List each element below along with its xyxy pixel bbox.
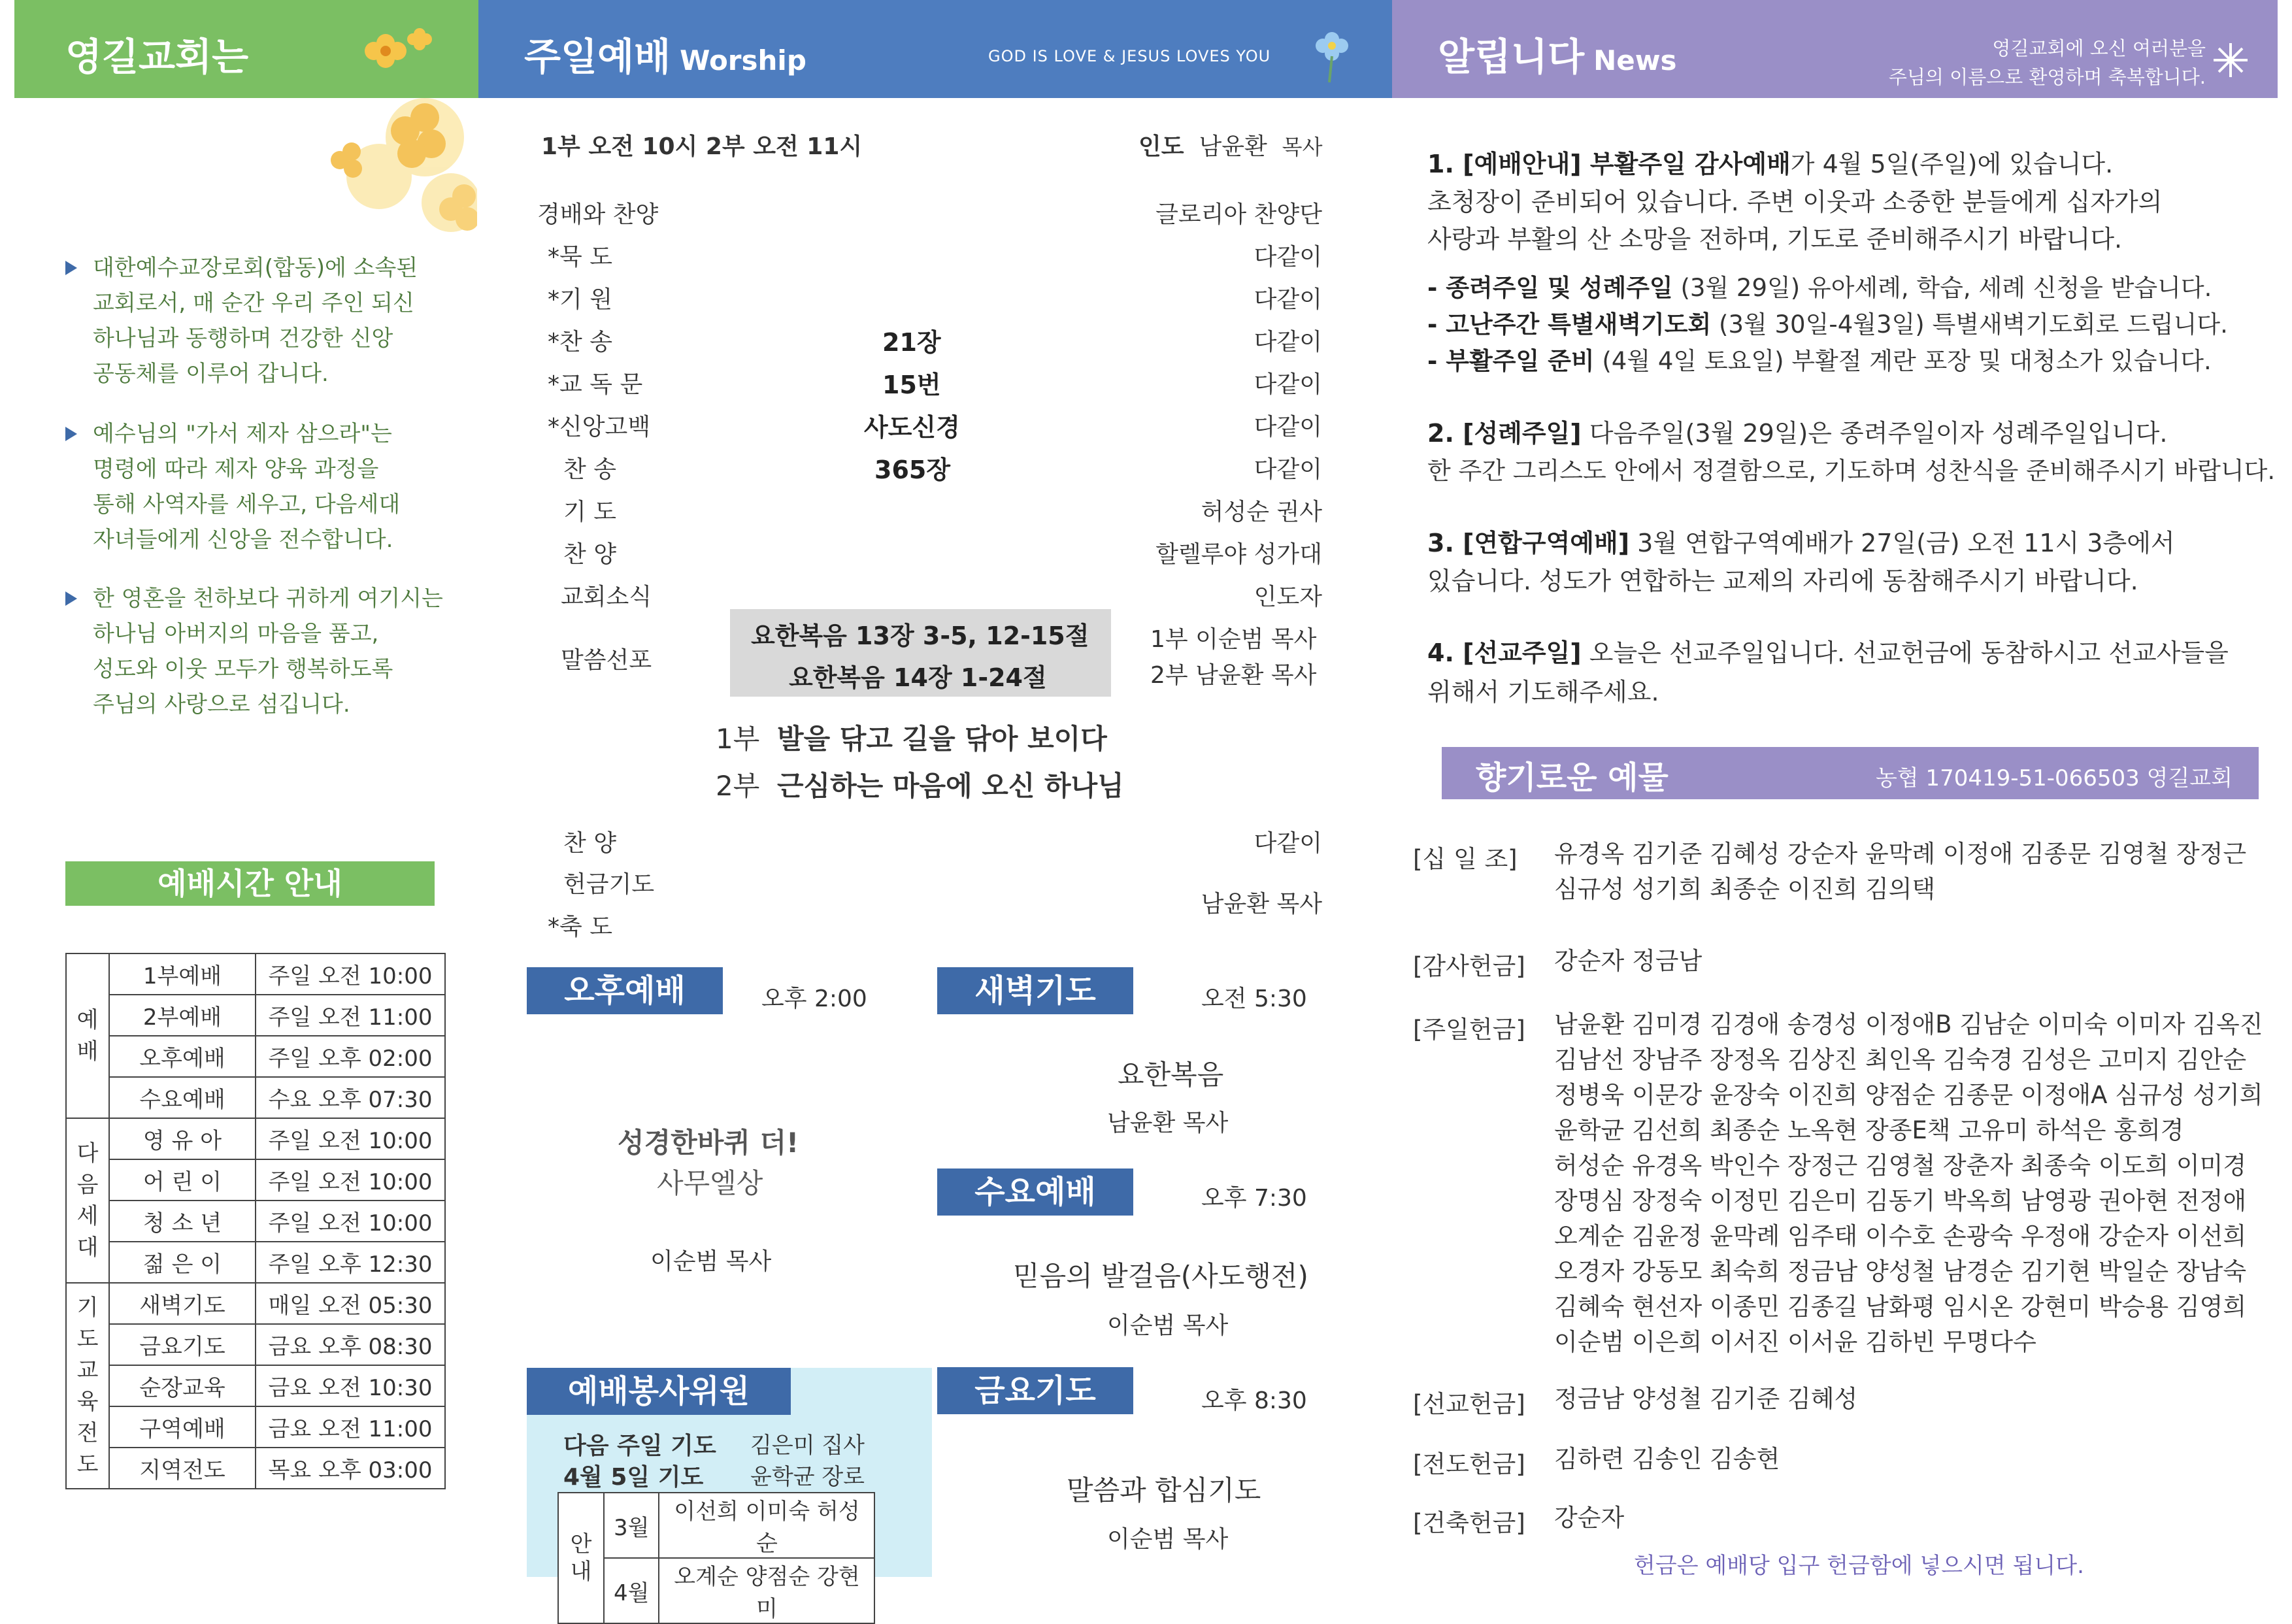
news-item-3-line: 있습니다. 성도가 연합하는 교제의 자리에 동참해주시기 바랍니다.: [1427, 567, 2138, 595]
offering-tag: [건축헌금]: [1413, 1509, 1525, 1537]
order-leader: 할렐루야 성가대: [1155, 541, 1322, 568]
schedule-title: 예배시간 안내: [65, 861, 435, 906]
dawn-text: 요한복음: [1118, 1059, 1224, 1091]
scripture-first: 요한복음 13장 3-5, 12-15절: [751, 621, 1089, 650]
order-detail: 365장: [874, 456, 951, 484]
wednesday-label: 수요예배: [937, 1168, 1133, 1216]
group-label: 다 음 세 대: [66, 1118, 109, 1283]
offering-names: 정금남 양성철 김기준 김혜성: [1554, 1385, 1858, 1413]
group-label: 기 도 교 육 전 도: [66, 1283, 109, 1489]
order-item: *신앙고백: [548, 414, 651, 440]
order-leader: 다같이: [1254, 244, 1322, 271]
next-prayer-label: 다음 주일 기도: [563, 1433, 716, 1459]
order-item: 헌금기도: [563, 871, 655, 898]
offering-names: 유경옥 김기준 김혜성 강순자 윤막례 이정애 김종문 김영철 장정근 심규성 성기희 최종순 이진희 김의택: [1554, 840, 2247, 903]
afternoon-line2: 사무엘상: [657, 1167, 763, 1199]
order-item: *찬 송: [548, 329, 612, 356]
offering-tag: [선교헌금]: [1413, 1390, 1525, 1418]
worship-tagline: GOD IS LOVE & JESUS LOVES YOU: [988, 47, 1271, 65]
intro-header: [14, 0, 478, 98]
offering-names: 남윤환 김미경 김경애 송경성 이정애B 김남순 이미숙 이미자 김옥진 김남선 장남주 장정옥 김상진 최인옥 김숙경 김성은 고미지 김안순 정병욱 이문강 윤장숙 이진희 양점순 김종문 이정애A 심규성 성기희 윤학균 김선희 최종순 노옥현 장종E책 고유미 하석은 홍희경 허성순 유경옥 박인수 장정근 김영철 장춘자 최종숙 이도희 이미경 장명심 장정숙 이정민 김은미 김동기 박옥희 남영광 권아현 전정애 오계순 김윤정 윤막례 임주태 이수호 손광숙 우정애 강순자 이선희 오경자 강동모 최숙희 정금남 양성철 남경순 김기현 박일순 장남숙 김혜숙 현선자 이종민 김종길 남화평 임시온 강현미 박승용 김영희 이순범 이은희 이서진 이서윤 김하빈 무명다수: [1554, 1010, 2263, 1356]
order-leader: 인도자: [1254, 584, 1322, 610]
table-row: 순장교육 금요 오전 10:30: [66, 1365, 445, 1406]
snowflake-icon: [2211, 41, 2250, 80]
news-header: [1392, 0, 2278, 98]
news-sub-item: - 종려주일 및 성례주일 (3월 29일) 유아세례, 학습, 세례 신청을 받습니다.: [1427, 274, 2212, 302]
triangle-bullet-icon: [65, 427, 77, 441]
group-label: 예 배: [66, 953, 109, 1118]
table-row: 예 배 1부예배 주일 오전 10:00: [66, 953, 445, 995]
news-item-2-line: 한 주간 그리스도 안에서 정결함으로, 기도하며 성찬식을 준비해주시기 바랍니다.: [1427, 457, 2276, 485]
offering-tag: [감사헌금]: [1413, 952, 1525, 980]
dawn-label: 새벽기도: [937, 967, 1133, 1014]
date-prayer-person: 윤학균 장로: [750, 1464, 865, 1490]
order-item: 찬 양: [563, 541, 616, 568]
offering-tag: [주일헌금]: [1413, 1016, 1525, 1044]
guide-table: [557, 1492, 875, 1624]
table-row: 구역예배 금요 오전 11:00: [66, 1406, 445, 1448]
date-prayer-label: 4월 5일 기도: [563, 1464, 704, 1491]
bank-account: 농협 170419-51-066503 영길교회: [1875, 765, 2233, 791]
afternoon-time: 오후 2:00: [761, 986, 867, 1012]
intro-bullet: 대한예수교장로회(합동)에 소속된 교회로서, 매 순간 우리 주인 되신 하나님과 동행하며 건강한 신앙 공동체를 이루어 갑니다.: [65, 250, 457, 391]
servants-label: 예배봉사위원: [527, 1368, 791, 1415]
news-welcome: 영길교회에 오신 여러분을 주님의 이름으로 환영하며 축복합니다.: [1888, 37, 2206, 88]
sermon-title-second: 2부 근심하는 마음에 오신 하나님: [716, 770, 1124, 802]
order-leader: 다같이: [1254, 329, 1322, 356]
offering-names: 김하련 김송인 김송현: [1554, 1445, 1780, 1473]
order-detail: 사도신경: [864, 413, 960, 442]
offering-title: 향기로운 예물: [1476, 759, 1669, 796]
order-leader: 글로리아 찬양단: [1155, 201, 1322, 228]
intro-title: 영길교회는: [65, 35, 249, 79]
sermon-label: 말씀선포: [561, 647, 652, 674]
news-item-1: 1. [예배안내] 부활주일 감사예배가 4월 5일(주일)에 있습니다.: [1427, 150, 2114, 178]
offering-names: 강순자 정금남: [1554, 947, 1702, 975]
table-row: 다 음 세 대 영 유 아 주일 오전 10:00: [66, 1118, 445, 1159]
news-sub-item: - 고난주간 특별새벽기도회 (3월 30일-4월3일) 특별새벽기도회로 드립니다.: [1427, 310, 2228, 339]
table-row: 청 소 년 주일 오전 10:00: [66, 1201, 445, 1242]
order-leader: 다같이: [1254, 830, 1322, 857]
afternoon-speaker: 이순범 목사: [650, 1248, 772, 1275]
order-leader: 남윤환 목사: [1201, 891, 1322, 918]
table-row: 안내 3월 이선희 이미숙 허성순: [558, 1493, 874, 1558]
service-times: 1부 오전 10시 2부 오전 11시: [541, 133, 863, 160]
news-title: 알립니다 News: [1438, 35, 1677, 79]
table-row: 기 도 교 육 전 도 새벽기도 매일 오전 05:30: [66, 1283, 445, 1324]
triangle-bullet-icon: [65, 261, 77, 275]
afternoon-line1: 성경한바퀴 더!: [618, 1127, 799, 1159]
order-leader: 다같이: [1254, 414, 1322, 440]
table-row: 오후예배 주일 오후 02:00: [66, 1036, 445, 1077]
news-item-2: 2. [성례주일] 다음주일(3월 29일)은 종려주일이자 성례주일입니다.: [1427, 419, 2168, 448]
intro-bullet: 한 영혼을 천하보다 귀하게 여기시는 하나님 아버지의 마음을 품고, 성도와 이웃 모두가 행복하도록 주님의 사랑으로 섬깁니다.: [65, 581, 457, 722]
order-item: *기 원: [548, 286, 612, 313]
order-item: 교회소식: [561, 584, 652, 610]
table-row: 지역전도 목요 오후 03:00: [66, 1448, 445, 1489]
dawn-time: 오전 5:30: [1201, 986, 1307, 1012]
worship-header: [478, 0, 1392, 98]
preacher-first: 1부 이순범 목사: [1150, 626, 1317, 653]
blue-flower-icon: [1303, 20, 1355, 85]
table-row: 4월 오계순 양점순 강현미: [558, 1558, 874, 1623]
order-item: *묵 도: [548, 244, 612, 271]
order-detail: 21장: [882, 328, 941, 357]
wednesday-speaker: 이순범 목사: [1107, 1312, 1229, 1339]
next-prayer-person: 김은미 집사: [750, 1433, 865, 1459]
order-item: 기 도: [563, 499, 616, 525]
worship-title: 주일예배 Worship: [524, 35, 806, 79]
order-leader: 허성순 권사: [1201, 499, 1322, 525]
offering-tag: [십 일 조]: [1413, 845, 1518, 873]
friday-time: 오후 8:30: [1201, 1387, 1307, 1414]
flower-icon: [354, 25, 433, 84]
order-item: *축 도: [548, 914, 612, 940]
triangle-bullet-icon: [65, 591, 77, 606]
scripture-second: 요한복음 14장 1-24절: [789, 663, 1047, 692]
intro-bullet: 예수님의 "가서 제자 삼으라"는 명령에 따라 제자 양육 과정을 통해 사역자를 세우고, 다음세대 자녀들에게 신앙을 전수합니다.: [65, 416, 457, 557]
news-item-4-line: 위해서 기도해주세요.: [1427, 678, 1659, 706]
friday-text: 말씀과 합심기도: [1067, 1474, 1261, 1506]
order-detail: 15번: [882, 371, 941, 399]
wednesday-time: 오후 7:30: [1201, 1185, 1307, 1212]
order-leader: 다같이: [1254, 371, 1322, 398]
flower-decoration: [190, 98, 477, 261]
table-row: 수요예배 수요 오후 07:30: [66, 1077, 445, 1118]
news-item-1-line: 초청장이 준비되어 있습니다. 주변 이웃과 소중한 분들에게 십자가의: [1427, 188, 2163, 216]
news-item-3: 3. [연합구역예배] 3월 연합구역예배가 27일(금) 오전 11시 3층에서: [1427, 529, 2175, 557]
news-item-4: 4. [선교주일] 오늘은 선교주일입니다. 선교헌금에 동참하시고 선교사들을: [1427, 638, 2229, 667]
offering-footnote: 헌금은 예배당 입구 헌금함에 넣으시면 됩니다.: [1634, 1553, 2084, 1579]
dawn-speaker: 남윤환 목사: [1107, 1110, 1229, 1136]
table-row: 젊 은 이 주일 오후 12:30: [66, 1242, 445, 1283]
schedule-table: [65, 953, 446, 1489]
friday-label: 금요기도: [937, 1367, 1133, 1414]
sermon-title-first: 1부 발을 닦고 길을 닦아 보이다: [716, 723, 1107, 755]
offering-names: 강순자: [1554, 1504, 1625, 1532]
news-item-1-line: 사랑과 부활의 산 소망을 전하며, 기도로 준비해주시기 바랍니다.: [1427, 225, 2123, 254]
friday-speaker: 이순범 목사: [1107, 1526, 1229, 1553]
order-leader: 다같이: [1254, 286, 1322, 313]
offering-tag: [전도헌금]: [1413, 1450, 1525, 1478]
news-sub-item: - 부활주일 준비 (4월 4일 토요일) 부활절 계란 포장 및 대청소가 있습니다.: [1427, 347, 2212, 375]
guide-label: 안내: [558, 1493, 604, 1623]
order-item: 경배와 찬양: [537, 201, 659, 228]
order-item: 찬 양: [563, 830, 616, 857]
offering-header: [1442, 747, 2259, 799]
worship-leader: 인도 남윤환 목사: [1138, 133, 1323, 160]
scripture-box: [730, 609, 1111, 697]
order-item: *교 독 문: [548, 371, 643, 398]
afternoon-label: 오후예배: [527, 967, 723, 1014]
preacher-second: 2부 남윤환 목사: [1150, 662, 1317, 689]
table-row: 금요기도 금요 오후 08:30: [66, 1324, 445, 1365]
order-leader: 다같이: [1254, 456, 1322, 483]
order-item: 찬 송: [563, 456, 616, 483]
table-row: 어 린 이 주일 오전 10:00: [66, 1159, 445, 1201]
wednesday-text: 믿음의 발걸음(사도행전): [1013, 1260, 1308, 1292]
table-row: 2부예배 주일 오전 11:00: [66, 995, 445, 1036]
